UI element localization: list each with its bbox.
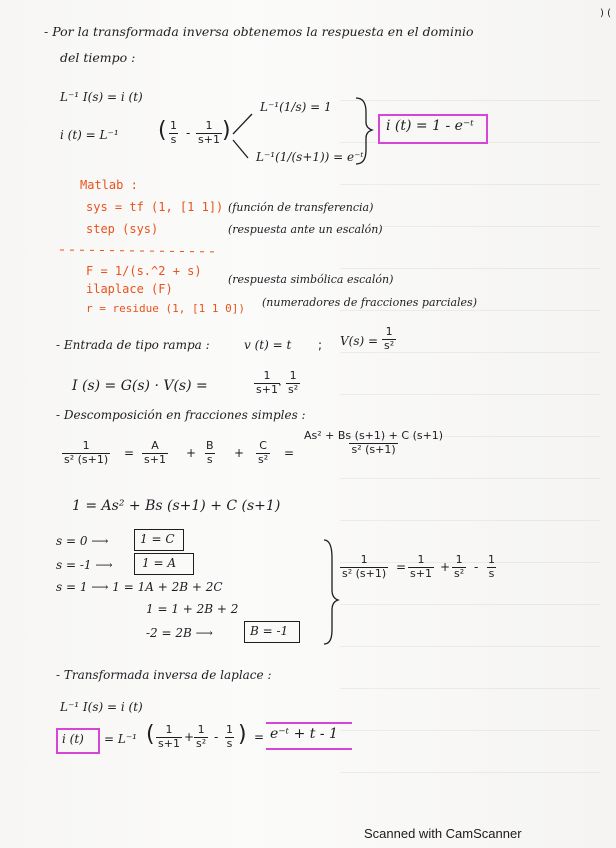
inverse-result: e⁻ᵗ + t - 1 bbox=[270, 726, 338, 742]
equals-sign: = bbox=[284, 446, 295, 460]
fraction-1-over-s: $\frac{1}{s}$ bbox=[170, 119, 177, 146]
matlab-cmd-step: step (sys) bbox=[86, 222, 159, 236]
plus-sign: + bbox=[440, 560, 451, 574]
decomp-lhs-fraction: $\frac{1}{\text{s² (s+1)}}$ bbox=[64, 439, 109, 466]
decomp-label: - Descomposición en fracciones simples : bbox=[56, 408, 306, 422]
scanner-watermark: Scanned with CamScanner bbox=[364, 826, 522, 841]
minus-sign: - bbox=[186, 126, 191, 140]
equals-sign: = bbox=[124, 446, 135, 460]
matlab-title: Matlab : bbox=[80, 178, 138, 192]
matlab-comment-ilaplace: (respuesta simbólica escalón) bbox=[228, 273, 394, 286]
minus-sign: - bbox=[474, 560, 479, 574]
case-s1-result: B = -1 bbox=[250, 624, 289, 638]
intro-line-1: - Por la transformada inversa obtenemos la respuesta en el dominio bbox=[44, 24, 474, 39]
inverse-operator: = L⁻¹ bbox=[104, 732, 137, 746]
case-s1-step: 1 = 1 + 2B + 2 bbox=[146, 602, 239, 616]
side-term-3: $\frac{1}{s}$ bbox=[488, 553, 495, 580]
inverse-expression-lhs: i (t) = L⁻¹ bbox=[60, 128, 119, 142]
ramp-separator: ; bbox=[318, 338, 323, 352]
ramp-vs: V(s) = bbox=[340, 334, 379, 348]
plus-sign: + bbox=[234, 446, 245, 460]
matlab-cmd-F: F = 1/(s.^2 + s) bbox=[86, 264, 202, 278]
decomp-b-fraction: $\frac{B}{s}$ bbox=[206, 439, 214, 466]
step1-result: i (t) = 1 - e⁻ᵗ bbox=[386, 118, 474, 134]
laplace-inverse-definition: L⁻¹ I(s) = i (t) bbox=[60, 90, 143, 104]
ramp-label: - Entrada de tipo rampa : bbox=[56, 338, 210, 352]
intro-line-2: del tiempo : bbox=[60, 50, 136, 65]
open-paren: ( bbox=[158, 118, 167, 143]
open-paren: ( bbox=[146, 722, 155, 747]
matlab-cmd-ilaplace: ilaplace (F) bbox=[86, 282, 173, 296]
decomp-a-fraction: $\frac{A}{s+1}$ bbox=[144, 439, 166, 466]
branch-bottom-result: L⁻¹(1/(s+1)) = e⁻ᵗ bbox=[256, 150, 364, 164]
side-term-1: $\frac{1}{s+1}$ bbox=[410, 553, 432, 580]
equals-sign: = bbox=[254, 730, 265, 744]
matlab-comment-tf: (función de transferencia) bbox=[228, 201, 374, 214]
inverse-term-2: $\frac{1}{\text{s²}}$ bbox=[196, 723, 207, 750]
decomp-identity: 1 = As² + Bs (s+1) + C (s+1) bbox=[72, 498, 281, 514]
case-sm1: s = -1 ⟶ bbox=[56, 558, 113, 572]
close-paren: ) bbox=[238, 722, 247, 747]
is-dot: · bbox=[278, 378, 282, 392]
case-s0: s = 0 ⟶ bbox=[56, 534, 109, 548]
plus-sign: + bbox=[186, 446, 197, 460]
matlab-cmd-residue: r = residue (1, [1 1 0]) bbox=[86, 302, 245, 315]
decomp-rhs-fraction: $\frac{\text{As² + Bs (s+1) + C (s+1)}}{\text{s² (s+1)}}$ bbox=[304, 429, 444, 456]
inverse-label: - Transformada inversa de laplace : bbox=[56, 668, 272, 682]
inverse-term-3: $\frac{1}{s}$ bbox=[226, 723, 233, 750]
corner-mark: ) ( bbox=[600, 8, 611, 19]
ramp-vt: v (t) = t bbox=[244, 338, 292, 352]
case-s1-final: -2 = 2B ⟶ bbox=[146, 626, 213, 640]
is-equation-lhs: I (s) = G(s) · V(s) = bbox=[72, 378, 208, 394]
inverse-lhs: i (t) bbox=[62, 732, 84, 746]
is-fraction-1: $\frac{1}{s+1}$ bbox=[256, 369, 278, 396]
side-lhs-fraction: $\frac{1}{\text{s² (s+1)}}$ bbox=[342, 553, 387, 580]
inverse-definition: L⁻¹ I(s) = i (t) bbox=[60, 700, 143, 714]
fraction-1-over-s-plus-1: $\frac{1}{s+1}$ bbox=[198, 119, 220, 146]
ramp-vs-fraction: $\frac{1}{\text{s²}}$ bbox=[384, 325, 395, 352]
decomp-c-fraction: $\frac{C}{\text{s²}}$ bbox=[258, 439, 269, 466]
matlab-cmd-tf: sys = tf (1, [1 1]) bbox=[86, 200, 224, 214]
side-term-2: $\frac{1}{\text{s²}}$ bbox=[454, 553, 465, 580]
case-s1: s = 1 ⟶ 1 = 1A + 2B + 2C bbox=[56, 580, 223, 594]
equals-sign: = bbox=[396, 560, 407, 574]
matlab-comment-residue: (numeradores de fracciones parciales) bbox=[262, 296, 477, 309]
inverse-term-1: $\frac{1}{s+1}$ bbox=[158, 723, 180, 750]
case-s0-result: 1 = C bbox=[140, 532, 175, 546]
branch-top-result: L⁻¹(1/s) = 1 bbox=[260, 100, 332, 114]
plus-sign: + bbox=[184, 730, 195, 744]
minus-sign: - bbox=[214, 730, 219, 744]
close-paren: ) bbox=[222, 118, 231, 143]
matlab-comment-step: (respuesta ante un escalón) bbox=[228, 223, 383, 236]
is-fraction-2: $\frac{1}{\text{s²}}$ bbox=[288, 369, 299, 396]
case-sm1-result: 1 = A bbox=[142, 556, 176, 570]
